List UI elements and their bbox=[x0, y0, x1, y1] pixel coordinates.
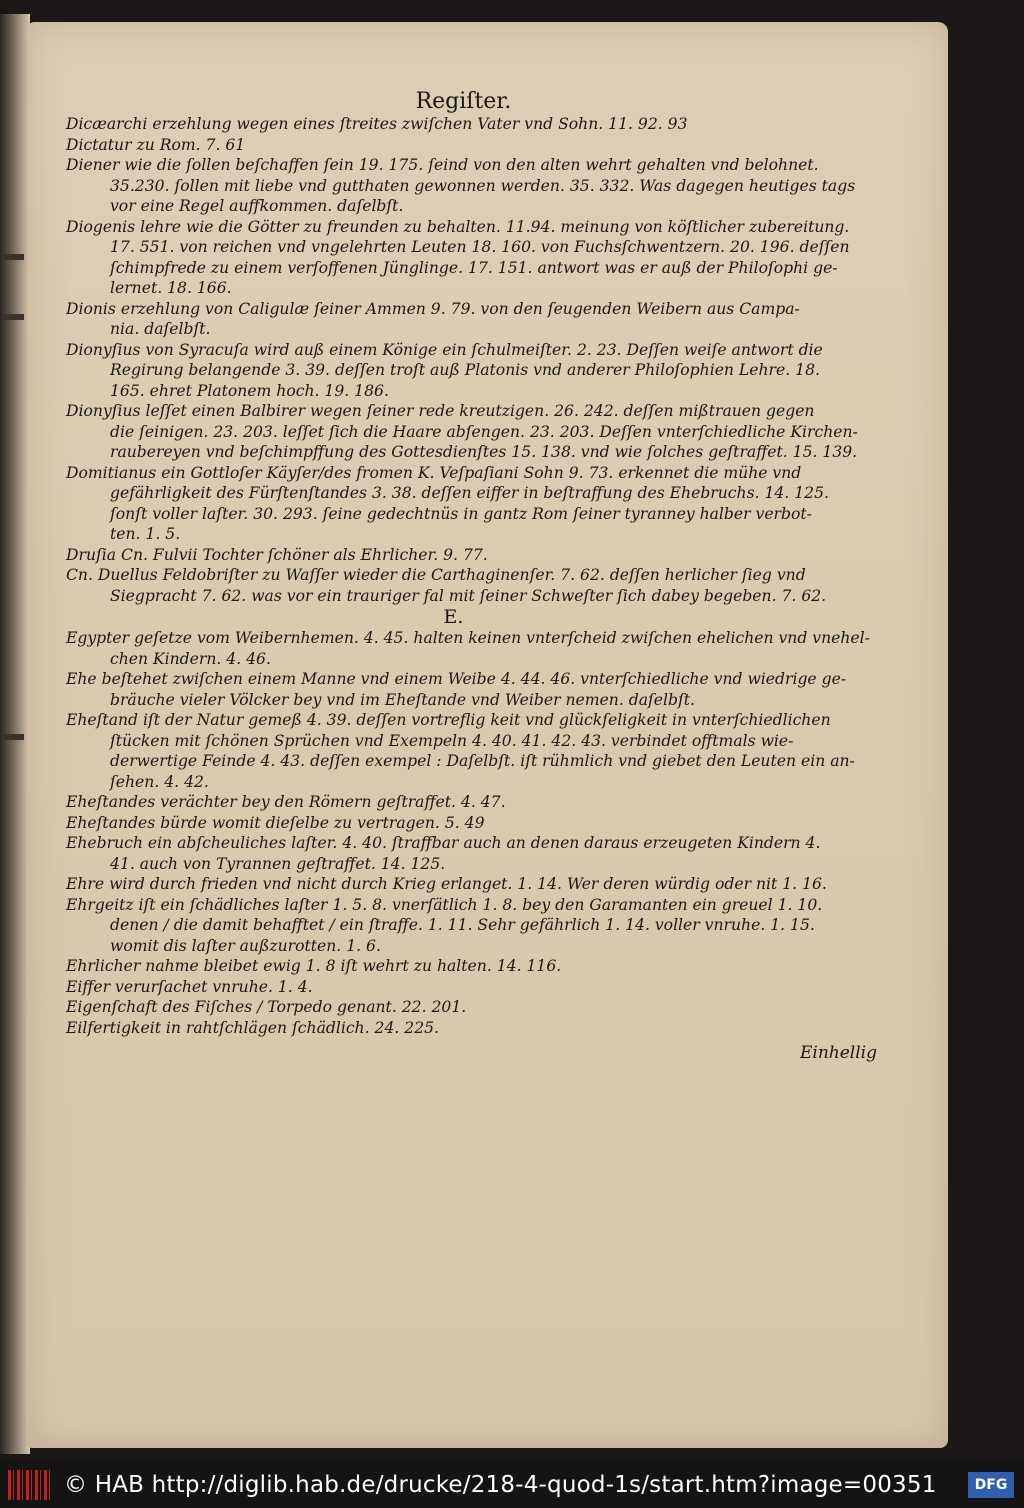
register-entry bbox=[66, 1018, 881, 1039]
footer-bar bbox=[0, 1460, 1024, 1508]
entry-line: Ehe beſtehet zwiſchen einem Manne vnd einem Weibe 4. 44. 46. vnterſchiedliche vnd wiedrige ge- bbox=[66, 670, 847, 688]
entry-line: nia. daſelbſt. bbox=[110, 320, 211, 338]
entry-line: 17. 551. von reichen vnd vngelehrten Leuten 18. 160. von Fuchsſchwentzern. 20. 196. deſſen bbox=[110, 238, 850, 256]
register-entry bbox=[66, 217, 881, 299]
edge-mark bbox=[2, 314, 24, 320]
register-entry bbox=[66, 833, 881, 874]
entry-line: raubereyen vnd beſchimpffung des Gottesdienſtes 15. 138. vnd wie ſolches geſtraffet. 15. 139. bbox=[110, 443, 858, 461]
entry-line: Dicæarchi erzehlung wegen eines ſtreites zwiſchen Vater vnd Sohn. 11. 92. 93 bbox=[66, 115, 688, 133]
entry-line: Siegpracht 7. 62. was vor ein trauriger fal mit ſeiner Schweſter ſich dabey begeben. 7. 62. bbox=[110, 586, 827, 605]
entry-line: Ehrlicher nahme bleibet ewig 1. 8 iſt wehrt zu halten. 14. 116. bbox=[66, 957, 562, 975]
register-entry bbox=[66, 895, 881, 957]
entry-line: Regirung belangende 3. 39. deſſen troſt auß Platonis vnd anderer Philoſophien Lehre. 18. bbox=[110, 361, 820, 379]
entry-line: ſchimpfrede zu einem verſoffenen Jünglinge. 17. 151. antwort was er auß der Philoſophi ge- bbox=[110, 258, 838, 277]
entry-line: die ſeinigen. 23. 203. leſſet ſich die Haare abſengen. 23. 203. Deſſen vnterſchiedliche Kirchen- bbox=[110, 422, 858, 441]
entry-line: bräuche vieler Völcker bey vnd im Eheſtande vnd Weiber nemen. daſelbſt. bbox=[110, 690, 695, 709]
register-entry bbox=[66, 463, 881, 545]
entry-line: Eigenſchaft des Fiſches / Torpedo genant. 22. 201. bbox=[66, 998, 467, 1016]
entry-line: Dionyſius leſſet einen Balbirer wegen ſeiner rede kreutzigen. 26. 242. deſſen mißtrauen gegen bbox=[66, 402, 815, 420]
entry-line: ſehen. 4. 42. bbox=[110, 772, 209, 791]
register-entry bbox=[66, 977, 881, 998]
register-entry bbox=[66, 997, 881, 1018]
entry-line: Ehebruch ein abſcheuliches laſter. 4. 40. ſtraffbar auch an denen daraus erzeugeten Kindern 4. bbox=[66, 834, 821, 852]
entry-line: Dionis erzehlung von Caligulæ ſeiner Ammen 9. 79. von den ſeugenden Weibern aus Campa- bbox=[66, 299, 800, 318]
copyright-link[interactable]: © HAB http://diglib.hab.de/drucke/218-4-quod-1s/start.htm?image=00351 bbox=[64, 1472, 937, 1498]
entry-line: Domitianus ein Gottloſer Käyſer/des fromen K. Veſpaſiani Sohn 9. 73. erkennet die mühe vnd bbox=[66, 463, 802, 482]
register-entry bbox=[66, 792, 881, 813]
entry-line: Ehre wird durch frieden vnd nicht durch Krieg erlanget. 1. 14. Wer deren würdig oder nit 1. 16. bbox=[66, 875, 827, 893]
entry-line: 165. ehret Platonem hoch. 19. 186. bbox=[110, 381, 389, 400]
register-text bbox=[66, 90, 881, 1064]
entry-line: womit dis laſter außzurotten. 1. 6. bbox=[110, 936, 381, 955]
entry-line: Diener wie die ſollen beſchaffen ſein 19. 175. ſeind von den alten wehrt gehalten vnd belohnet. bbox=[66, 156, 819, 174]
edge-mark bbox=[2, 254, 24, 260]
entry-line: Eiffer verurſachet vnruhe. 1. 4. bbox=[66, 977, 313, 996]
register-entry bbox=[66, 874, 881, 895]
register-entry bbox=[66, 565, 881, 606]
entry-line: ten. 1. 5. bbox=[110, 525, 181, 543]
entry-line: Eheſtandes bürde womit dieſelbe zu vertragen. 5. 49 bbox=[66, 813, 485, 832]
edge-mark bbox=[2, 734, 24, 740]
register-entry bbox=[66, 813, 881, 834]
section-letter: E. bbox=[443, 606, 464, 628]
entry-line: 41. auch von Tyrannen geſtraffet. 14. 125. bbox=[110, 854, 446, 873]
adjacent-page-edge bbox=[0, 14, 30, 1454]
entry-line: Diogenis lehre wie die Götter zu freunden zu behalten. 11.94. meinung von köſtlicher zubereitung. bbox=[66, 217, 850, 236]
entry-line: Dictatur zu Rom. 7. 61 bbox=[66, 135, 246, 154]
entry-line: Egypter geſetze vom Weibernhemen. 4. 45. halten keinen vnterſcheid zwiſchen ehelichen vnd vnehel- bbox=[66, 629, 870, 647]
entry-line: ſtücken mit ſchönen Sprüchen vnd Exempeln 4. 40. 41. 42. 43. verbindet offtmals wie- bbox=[110, 731, 794, 750]
register-entry bbox=[66, 628, 881, 669]
entry-line: vor eine Regel auffkommen. daſelbſt. bbox=[110, 197, 404, 215]
entry-line: Cn. Duellus Feldobriſter zu Waſſer wieder die Carthaginenſer. 7. 62. deſſen herlicher ſieg vnd bbox=[66, 566, 806, 584]
entries-e-section bbox=[66, 628, 881, 1038]
entry-line: gefährligkeit des Fürſtenſtandes 3. 38. deſſen eiffer in beſtraffung des Ehebruchs. 14. 125. bbox=[110, 484, 829, 502]
entry-line: 35.230. ſollen mit liebe vnd gutthaten gewonnen werden. 35. 332. Was dagegen heutiges tags bbox=[110, 176, 856, 195]
register-entry bbox=[66, 135, 881, 156]
book-page bbox=[28, 22, 948, 1448]
entry-line: Eheſtand iſt der Natur gemeß 4. 39. deſſen vortreflig keit vnd glückſeligkeit in vnterſchiedlichen bbox=[66, 711, 831, 729]
register-entry bbox=[66, 669, 881, 710]
entry-line: derwertige Feinde 4. 43. deſſen exempel : Daſelbſt. iſt rühmlich vnd giebet den Leuten ein an- bbox=[110, 752, 855, 770]
entry-line: ſonſt voller laſter. 30. 293. ſeine gedechtnüs in gantz Rom ſeiner tyranney halber verbot- bbox=[110, 504, 812, 523]
register-entry bbox=[66, 114, 881, 135]
entry-line: lernet. 18. 166. bbox=[110, 279, 232, 297]
entry-line: denen / die damit behafftet / ein ſtraffe. 1. 11. Sehr gefährlich 1. 14. voller vnruhe. 1. 15. bbox=[110, 916, 815, 934]
page-heading: Regiſter. bbox=[415, 89, 512, 114]
register-entry bbox=[66, 340, 881, 402]
register-entry bbox=[66, 545, 881, 566]
register-entry bbox=[66, 956, 881, 977]
entry-line: Druſia Cn. Fulvii Tochter ſchöner als Ehrlicher. 9. 77. bbox=[66, 545, 488, 564]
entry-line: Dionyſius von Syracuſa wird auß einem Könige ein ſchulmeiſter. 2. 23. Deſſen weiſe antwort die bbox=[66, 340, 823, 359]
entries-d-section bbox=[66, 114, 881, 606]
catchword: Einhellig bbox=[800, 1043, 877, 1063]
register-entry bbox=[66, 155, 881, 217]
entry-line: Ehrgeitz iſt ein ſchädliches laſter 1. 5. 8. vnerſätlich 1. 8. bey den Garamanten ein greuel 1. 10. bbox=[66, 895, 823, 914]
register-entry bbox=[66, 299, 881, 340]
register-entry bbox=[66, 401, 881, 463]
hab-logo-icon bbox=[8, 1470, 50, 1500]
register-entry bbox=[66, 710, 881, 792]
dfg-logo: DFG bbox=[968, 1472, 1014, 1498]
entry-line: Eilfertigkeit in rahtſchlägen ſchädlich. 24. 225. bbox=[66, 1018, 439, 1037]
entry-line: chen Kindern. 4. 46. bbox=[110, 649, 271, 668]
entry-line: Eheſtandes verächter bey den Römern geſtraffet. 4. 47. bbox=[66, 793, 506, 811]
